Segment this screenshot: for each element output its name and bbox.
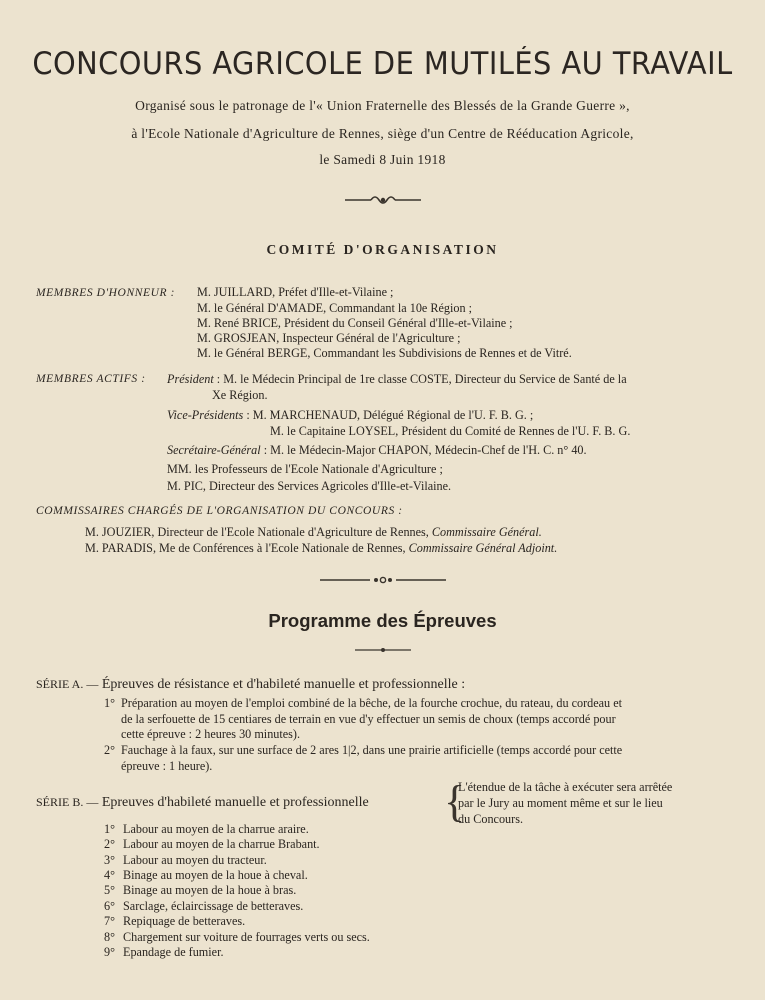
serie-b-label: SÉRIE B. — [36,795,99,809]
ornament-divider-2 [0,574,765,590]
serie-a-item-line: Préparation au moyen de l'emploi combiné de la bêche, de la fourche crochue, du rateau, du cordeau et [121,696,622,710]
president-label: Président [167,372,214,386]
vice-president-text-1: : M. MARCHENAUD, Délégué Régional de l'U. F. B. G. ; [246,408,534,422]
honneur-member: M. JUILLARD, Préfet d'Ille-et-Vilaine ; [197,285,394,299]
secretaire-label: Secrétaire-Général [167,443,261,457]
membres-actifs-label: MEMBRES ACTIFS : [36,373,146,385]
serie-b-item-number: 9° [104,945,115,959]
jouzier-text: M. JOUZIER, Directeur de l'Ecole Nationale d'Agriculture de Rennes, [85,525,429,539]
page-title: CONCOURS AGRICOLE DE MUTILÉS AU TRAVAIL [32,46,733,82]
vice-president-label: Vice-Présidents [167,408,244,422]
ornament-divider-1 [0,193,765,211]
serie-b-note-line: du Concours. [458,812,523,826]
subtitle-line-2: à l'Ecole Nationale d'Agriculture de Rennes, siège d'un Centre de Rééducation Agricole, [131,126,634,141]
serie-a-item-number: 2° [104,743,115,757]
pic-line: M. PIC, Directeur des Services Agricoles d'Ille-et-Vilaine. [167,479,452,493]
honneur-member: M. René BRICE, Président du Conseil Général d'Ille-et-Vilaine ; [197,316,513,330]
serie-b-item-number: 5° [104,883,115,897]
secretaire-row [167,443,587,458]
paradis-line [85,541,557,556]
president-text-cont: Xe Région. [212,388,268,402]
serie-b-row [36,795,369,811]
paradis-text: M. PARADIS, Me de Conférences à l'Ecole Nationale de Rennes, [85,541,406,555]
serie-a-title: Épreuves de résistance et d'habileté manuelle et professionnelle : [101,677,466,692]
serie-b-item-number: 6° [104,899,115,913]
president-row [167,372,627,387]
honneur-member: M. le Général BERGE, Commandant les Subdivisions de Rennes et de Vitré. [197,346,572,360]
serie-b-item-text: Chargement sur voiture de fourrages verts ou secs. [123,930,370,944]
serie-b-item-number: 4° [104,868,115,882]
honneur-member: M. GROSJEAN, Inspecteur Général de l'Agriculture ; [197,331,461,345]
paradis-role: Commissaire Général Adjoint. [408,541,558,555]
serie-b-item-number: 1° [104,822,115,836]
serie-b-item-number: 3° [104,853,115,867]
brace-symbol: { [444,777,466,826]
serie-b-item-text: Repiquage de betteraves. [123,914,246,928]
serie-b-item-text: Labour au moyen de la charrue Brabant. [123,837,320,851]
secretaire-text: : M. le Médecin-Major CHAPON, Médecin-Chef de l'H. C. n° 40. [263,443,587,457]
serie-b-item-text: Labour au moyen de la charrue araire. [123,822,309,836]
president-text: : M. le Médecin Principal de 1re classe COSTE, Directeur du Service de Santé de la [216,372,627,386]
serie-a-item-line: cette épreuve : 2 heures 30 minutes). [121,727,301,741]
serie-a-row [36,677,465,693]
serie-b-note-line: par le Jury au moment même et sur le lieu [458,796,663,810]
serie-b-item-text: Labour au moyen du tracteur. [123,853,267,867]
professeurs-line: MM. les Professeurs de l'Ecole Nationale d'Agriculture ; [167,462,443,476]
honneur-member: M. le Général D'AMADE, Commandant la 10e Région ; [197,301,473,315]
membres-honneur-label: MEMBRES D'HONNEUR : [36,287,176,299]
commissaires-label: COMMISSAIRES CHARGÉS DE L'ORGANISATION DU CONCOURS : [36,505,403,517]
subtitle-line-1: Organisé sous le patronage de l'« Union Fraternelle des Blessés de la Grande Guerre », [135,98,630,113]
serie-a-item-line: Fauchage à la faux, sur une surface de 2 ares 1|2, dans une prairie artificielle (temps accordé pour cette [121,743,623,757]
programme-heading: Programme des Épreuves [268,610,497,631]
jouzier-role: Commissaire Général. [431,525,542,539]
serie-a-label: SÉRIE A. — [36,677,99,691]
serie-b-item-text: Binage au moyen de la houe à cheval. [123,868,308,882]
serie-a-item-line: de la serfouette de 15 centiares de terrain en vue d'y effectuer un semis de choux (temps accordé pour [121,712,616,726]
serie-b-item-text: Epandage de fumier. [123,945,224,959]
comite-heading: COMITÉ D'ORGANISATION [266,242,499,257]
serie-b-item-text: Binage au moyen de la houe à bras. [123,883,297,897]
serie-b-item-text: Sarclage, éclaircissage de betteraves. [123,899,304,913]
vice-president-row [167,408,533,423]
serie-b-title: Epreuves d'habileté manuelle et professionnelle [101,795,369,810]
ornament-divider-3 [0,643,765,658]
vice-president-text-2: M. le Capitaine LOYSEL, Président du Comité de Rennes de l'U. F. B. G. [270,424,631,438]
serie-b-note-line: L'étendue de la tâche à exécuter sera arrêtée [458,780,673,794]
serie-b-item-number: 7° [104,914,115,928]
subtitle-date: le Samedi 8 Juin 1918 [319,152,446,167]
serie-a-item-number: 1° [104,696,115,710]
serie-b-item-number: 8° [104,930,115,944]
jouzier-line [85,525,542,540]
serie-a-item-line: épreuve : 1 heure). [121,759,213,773]
serie-b-item-number: 2° [104,837,115,851]
